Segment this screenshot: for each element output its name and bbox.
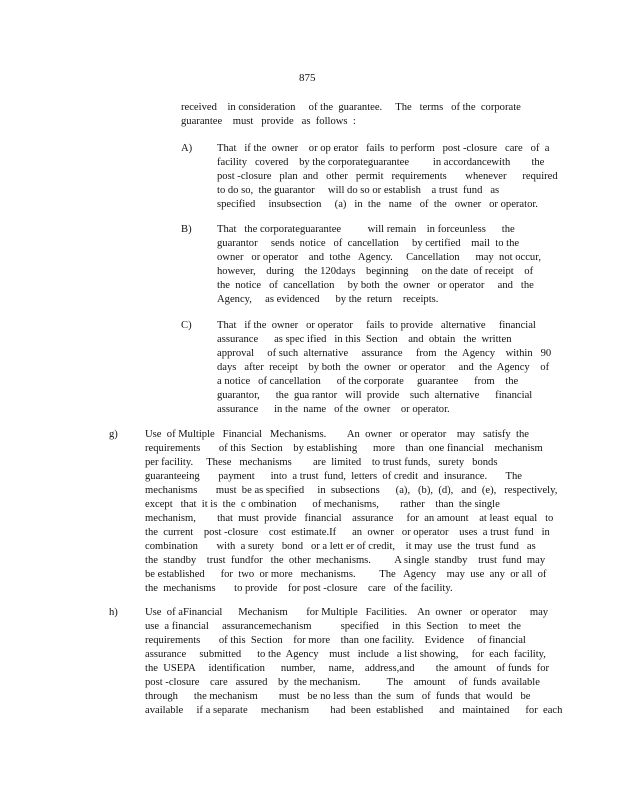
- subitem-line: approval of such alternative assurance from the Agency within 90: [217, 348, 552, 359]
- subitem-line: facility covered by the corporateguarantee in accordancewith the: [217, 157, 545, 168]
- section-line: the standby trust fundfor the other mechanisms. A single standby trust fund may: [145, 555, 546, 566]
- section-line: assurance submitted to the Agency must include a list showing, for each facility,: [145, 649, 546, 660]
- section-line: through the mechanism must be no less than the sum of funds that would be: [145, 691, 531, 702]
- subitem-line: specified insubsection (a) in the name of the owner or operator.: [217, 199, 538, 210]
- section-line: post -closure care assured by the mechanism. The amount of funds available: [145, 677, 540, 688]
- section-label: g): [109, 429, 118, 440]
- section-line: except that it is the c ombination of mechanisms, rather than the single: [145, 499, 500, 510]
- subitem-line: the notice of cancellation by both the owner or operator and the: [217, 280, 534, 291]
- subitem-label: B): [181, 224, 192, 235]
- subitem-line: assurance in the name of the owner or operator.: [217, 404, 450, 415]
- subitem-line: however, during the 120days beginning on the date of receipt of: [217, 266, 534, 277]
- section-line: the mechanisms to provide for post -closure care of the facility.: [145, 583, 453, 594]
- section-line: per facility. These mechanisms are limited to trust funds, surety bonds: [145, 457, 498, 468]
- subitem-label: A): [181, 143, 193, 154]
- section-line: Use of Multiple Financial Mechanisms. An owner or operator may satisfy the: [145, 429, 529, 440]
- subitem-line: guarantor sends notice of cancellation by certified mail to the: [217, 238, 520, 249]
- section-line: requirements of this Section by establishing more than one financial mechanism: [145, 443, 543, 454]
- subitem-label: C): [181, 320, 192, 331]
- section-line: be established for two or more mechanisms. The Agency may use any or all of: [145, 569, 547, 580]
- subitem-line: assurance as spec ified in this Section and obtain the written: [217, 334, 512, 345]
- subitem-line: a notice of cancellation of the corporate guarantee from the: [217, 376, 519, 387]
- section-line: the USEPA identification number, name, address,and the amount of funds for: [145, 663, 550, 674]
- section-line: available if a separate mechanism had been established and maintained for each: [145, 705, 563, 716]
- subitem-line: to do so, the guarantor will do so or establish a trust fund as: [217, 185, 500, 196]
- section-line: guaranteeing payment into a trust fund, letters of credit and insurance. The: [145, 471, 522, 482]
- section-line: use a financial assurancemechanism specified in this Section to meet the: [145, 621, 521, 632]
- subitem-line: post -closure plan and other permit requirements whenever required: [217, 171, 558, 182]
- subitem-line: days after receipt by both the owner or operator and the Agency of: [217, 362, 550, 373]
- section-line: requirements of this Section for more than one facility. Evidence of financial: [145, 635, 526, 646]
- subitem-line: owner or operator and tothe Agency. Cancellation may not occur,: [217, 252, 541, 263]
- section-line: mechanisms must be as specified in subsections (a), (b), (d), and (e), respectively,: [145, 485, 558, 496]
- section-line: mechanism, that must provide financial assurance for an amount at least equal to: [145, 513, 554, 524]
- page-number: 875: [299, 72, 316, 84]
- subitem-line: That if the owner or operator fails to provide alternative financial: [217, 320, 536, 331]
- section-label: h): [109, 607, 118, 618]
- subitem-line: guarantor, the gua rantor will provide such alternative financial: [217, 390, 533, 401]
- section-line: the current post -closure cost estimate.If an owner or operator uses a trust fund in: [145, 527, 550, 538]
- section-line: Use of aFinancial Mechanism for Multiple Facilities. An owner or operator may: [145, 607, 549, 618]
- intro-line: received in consideration of the guarantee. The terms of the corporate: [181, 102, 521, 113]
- subitem-line: That the corporateguarantee will remain in forceunless the: [217, 224, 515, 235]
- section-line: combination with a surety bond or a lett er of credit, it may use the trust fund as: [145, 541, 536, 552]
- subitem-line: That if the owner or op erator fails to perform post -closure care of a: [217, 143, 550, 154]
- subitem-line: Agency, as evidenced by the return receipts.: [217, 294, 439, 305]
- intro-line: guarantee must provide as follows :: [181, 116, 356, 127]
